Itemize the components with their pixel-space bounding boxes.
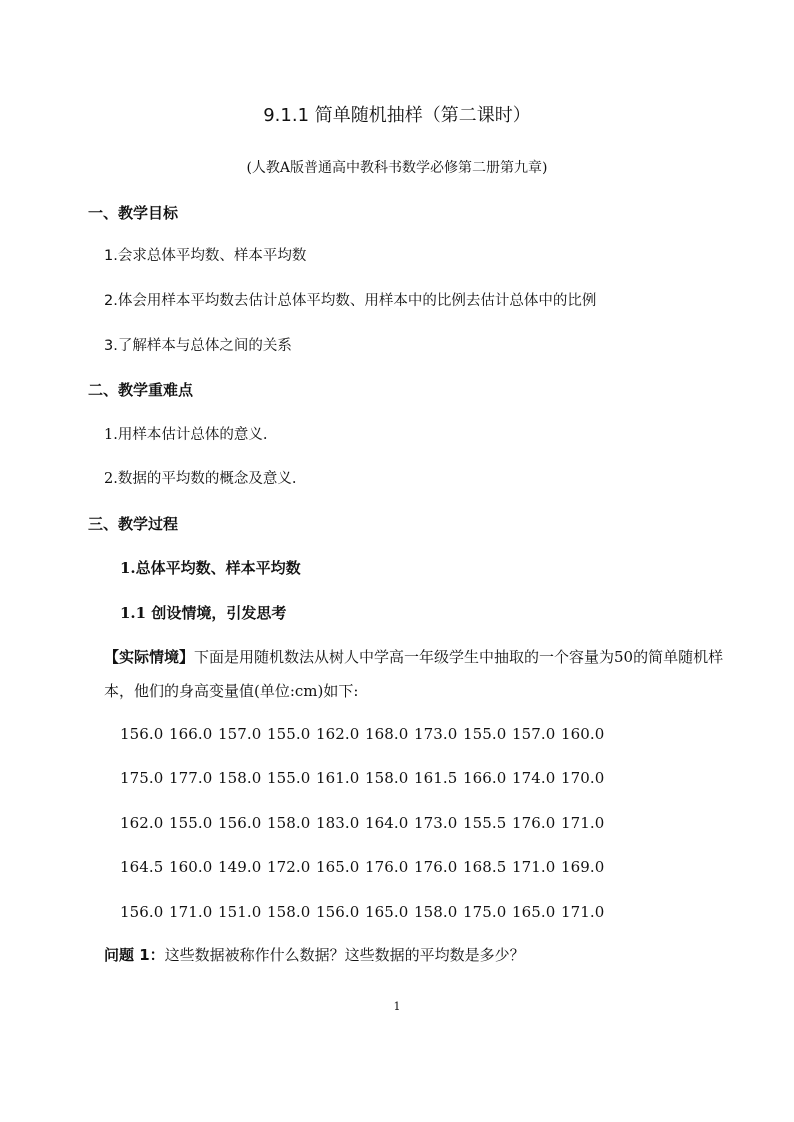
height-value: 166.0 [169,725,213,743]
scenario-paragraph [104,640,726,708]
height-value: 169.0 [561,858,605,876]
height-value: 176.0 [365,858,409,876]
key-point-item: 1.用样本估计总体的意义. [104,427,268,443]
key-point-item: 2.数据的平均数的概念及意义. [104,471,297,487]
height-value: 177.0 [169,769,213,787]
height-value: 174.0 [512,769,556,787]
height-value: 160.0 [561,725,605,743]
section-heading: 二、教学重难点 [88,381,194,399]
height-value: 155.5 [463,814,507,832]
height-value: 149.0 [218,858,262,876]
height-value: 155.0 [267,769,311,787]
height-value: 172.0 [267,858,311,876]
height-value: 161.0 [316,769,360,787]
data-row [120,813,610,833]
height-value: 157.0 [512,725,556,743]
height-value: 162.0 [316,725,360,743]
height-value: 171.0 [169,903,213,921]
height-value: 156.0 [120,725,164,743]
height-value: 160.0 [169,858,213,876]
height-value: 175.0 [463,903,507,921]
height-value: 155.0 [463,725,507,743]
height-value: 158.0 [365,769,409,787]
height-value: 156.0 [316,903,360,921]
data-row [120,857,610,877]
height-value: 171.0 [561,814,605,832]
objective-item: 3.了解样本与总体之间的关系 [104,338,292,354]
height-value: 176.0 [512,814,556,832]
height-value: 158.0 [267,814,311,832]
section-heading: 三、教学过程 [88,515,179,533]
objective-item: 2.体会用样本平均数去估计总体平均数、用样本中的比例去估计总体中的比例 [104,293,597,309]
document-subtitle: (人教A版普通高中教科书数学必修第二册第九章) [246,160,548,176]
height-value: 171.0 [561,903,605,921]
height-value: 165.0 [365,903,409,921]
height-value: 156.0 [120,903,164,921]
height-value: 183.0 [316,814,360,832]
height-value: 158.0 [267,903,311,921]
height-value: 166.0 [463,769,507,787]
height-value: 165.0 [316,858,360,876]
page-number: 1 [393,1000,401,1013]
section-heading: 一、教学目标 [88,204,179,222]
objective-item: 1.会求总体平均数、样本平均数 [104,248,307,264]
data-row [120,724,610,744]
height-value: 176.0 [414,858,458,876]
height-value: 173.0 [414,814,458,832]
subsection-heading: 1.1 创设情境，引发思考 [120,604,287,622]
height-value: 158.0 [218,769,262,787]
height-value: 175.0 [120,769,164,787]
question-text: 这些数据被称作什么数据？这些数据的平均数是多少？ [164,946,525,964]
height-value: 168.0 [365,725,409,743]
height-value: 171.0 [512,858,556,876]
question-label: 问题 1： [104,946,165,964]
subsection-heading: 1.总体平均数、样本平均数 [120,559,301,577]
height-value: 156.0 [218,814,262,832]
height-value: 173.0 [414,725,458,743]
scenario-text: 下面是用随机数法从树人中学高一年级学生中抽取的一个容量为50的简单随机样本，他们的身高变量值(单位:cm)如下: [104,648,724,700]
question-line [104,945,525,965]
height-value: 168.5 [463,858,507,876]
data-row [120,902,610,922]
height-value: 151.0 [218,903,262,921]
height-value: 165.0 [512,903,556,921]
height-value: 162.0 [120,814,164,832]
height-value: 158.0 [414,903,458,921]
height-value: 164.0 [365,814,409,832]
height-value: 170.0 [561,769,605,787]
height-value: 161.5 [414,769,458,787]
document-title: 9.1.1 简单随机抽样（第二课时） [263,105,531,126]
height-value: 164.5 [120,858,164,876]
scenario-label: 【实际情境】 [104,648,195,666]
height-value: 155.0 [267,725,311,743]
height-value: 157.0 [218,725,262,743]
height-value: 155.0 [169,814,213,832]
data-row [120,768,610,788]
